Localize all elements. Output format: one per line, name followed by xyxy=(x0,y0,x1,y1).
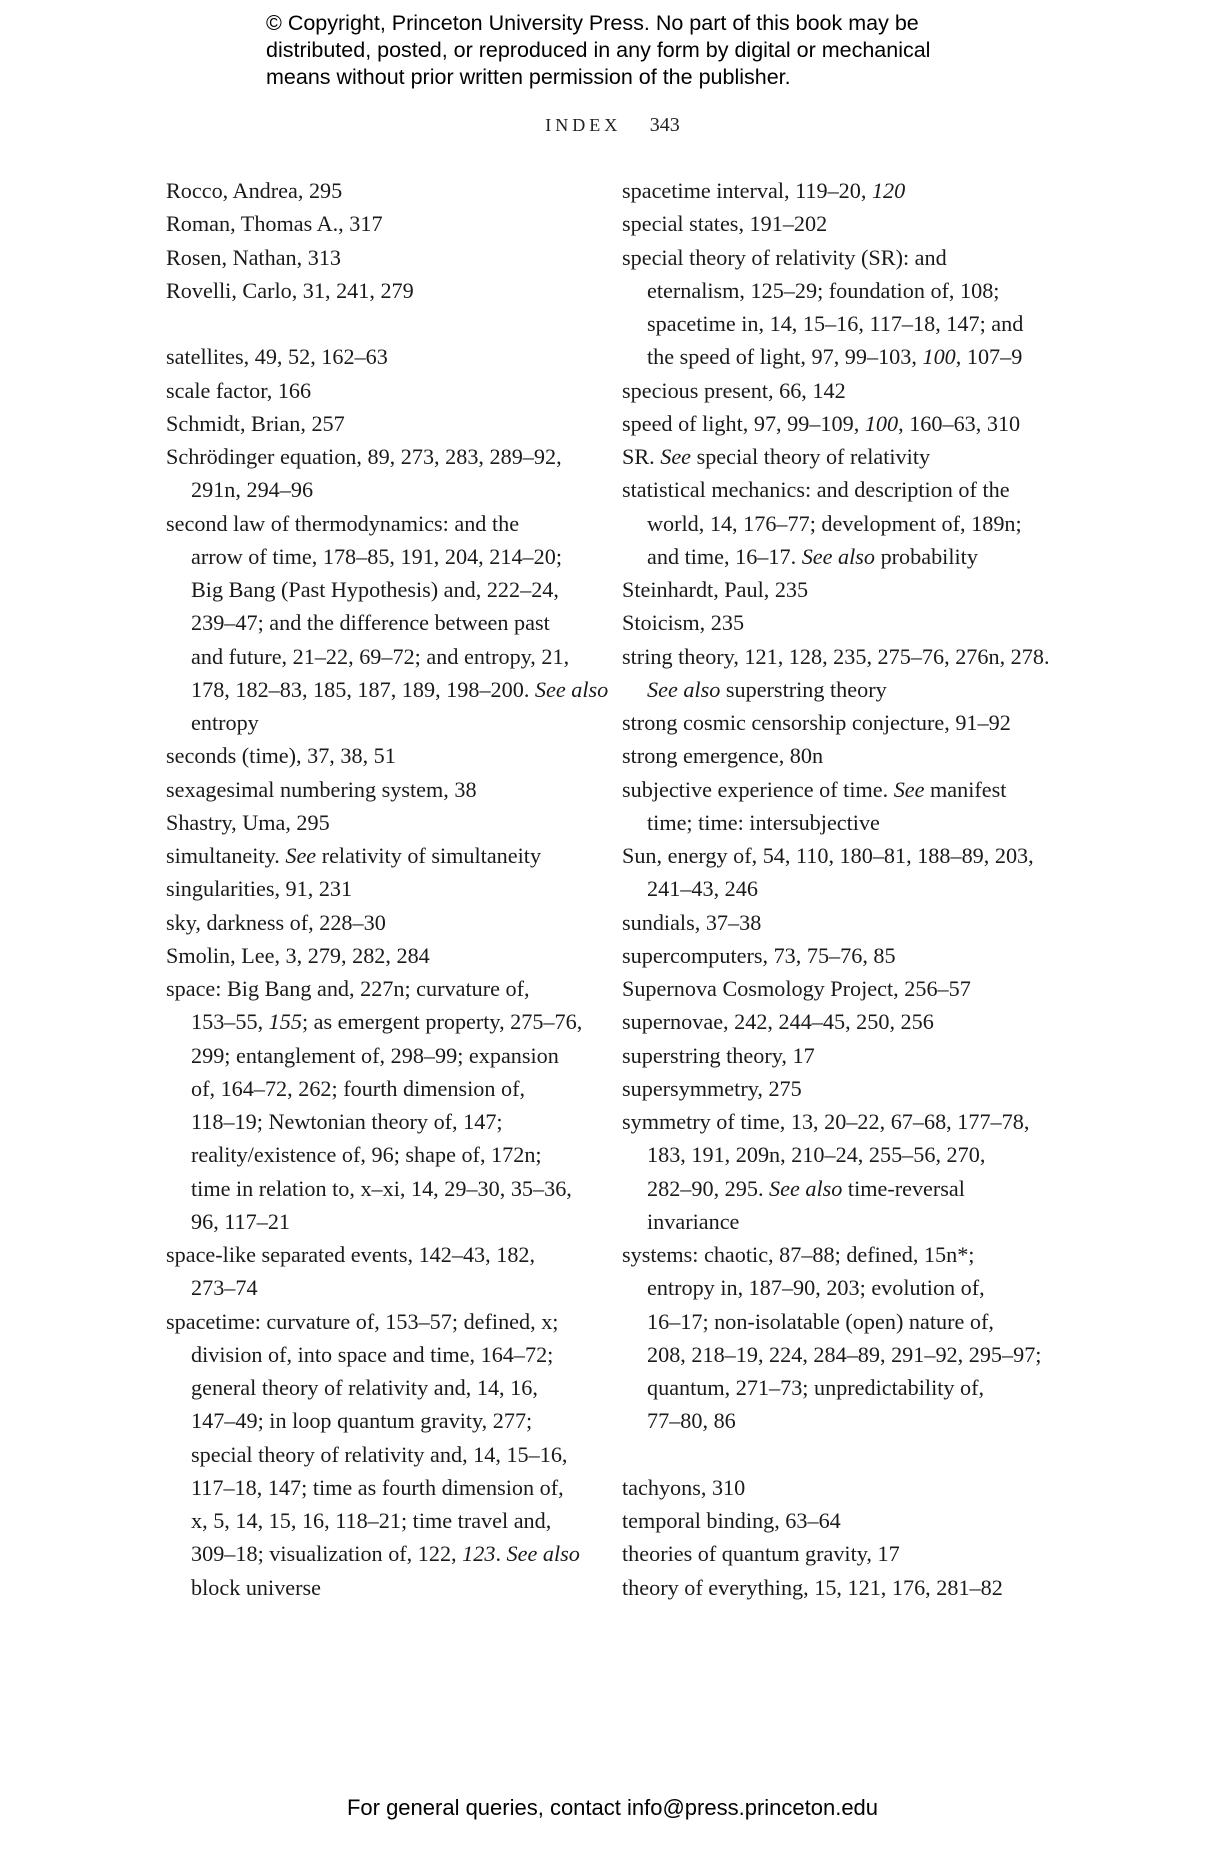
index-entry xyxy=(622,606,1052,639)
index-entry xyxy=(166,440,586,507)
index-entry xyxy=(622,939,1052,972)
copyright-line: means without prior written permission of the publisher. xyxy=(266,65,791,89)
index-entry xyxy=(622,473,1052,573)
index-entry-continuation: entropy xyxy=(191,710,259,735)
index-entry-line: Shastry, Uma, 295 xyxy=(166,809,330,835)
index-entry-continuation: spacetime in, 14, 15–16, 117–18, 147; and xyxy=(647,311,1024,336)
index-entry-line: symmetry of time, 13, 20–22, 67–68, 177–78, xyxy=(622,1109,1030,1134)
index-entry xyxy=(622,1504,1052,1537)
index-entry-continuation: 178, 182–83, 185, 187, 189, 198–200. See also xyxy=(191,676,609,702)
index-entry xyxy=(622,1238,1052,1438)
index-entry xyxy=(622,440,1052,473)
index-entry xyxy=(166,972,586,1238)
index-entry-line: subjective experience of time. See manifest xyxy=(622,776,1007,802)
index-entry xyxy=(622,573,1052,606)
index-entry-line: Supernova Cosmology Project, 256–57 xyxy=(622,976,971,1001)
index-entry-line: theory of everything, 15, 121, 176, 281–82 xyxy=(622,1574,1003,1600)
index-entry-line: statistical mechanics: and description of the xyxy=(622,477,1010,503)
index-entry xyxy=(622,374,1052,407)
index-entry-line: strong emergence, 80n xyxy=(622,743,824,769)
index-entry-line: special states, 191–202 xyxy=(622,211,828,237)
index-entry xyxy=(622,174,1052,207)
index-entry-continuation: world, 14, 176–77; development of, 189n; xyxy=(647,510,1022,536)
index-entry-continuation: general theory of relativity and, 14, 16, xyxy=(191,1375,538,1400)
index-entry xyxy=(166,872,586,905)
index-entry-line: specious present, 66, 142 xyxy=(622,377,846,403)
index-entry-line: Stoicism, 235 xyxy=(622,610,745,636)
index-entry xyxy=(622,906,1052,939)
index-entry xyxy=(166,340,586,373)
index-entry-continuation: 299; entanglement of, 298–99; expansion xyxy=(191,1042,559,1068)
index-entry-continuation: 96, 117–21 xyxy=(191,1208,291,1234)
index-entry-continuation: the speed of light, 97, 99–103, 100, 107–9 xyxy=(647,344,1023,370)
index-entry-line: theories of quantum gravity, 17 xyxy=(622,1541,900,1567)
running-head-title: INDEX xyxy=(545,115,622,135)
page-number: 343 xyxy=(649,114,680,136)
index-entry xyxy=(622,1471,1052,1504)
index-entry xyxy=(622,207,1052,240)
index-entry xyxy=(622,773,1052,840)
index-entry-line: supernovae, 242, 244–45, 250, 256 xyxy=(622,1009,934,1035)
index-entry xyxy=(166,906,586,939)
index-column-right xyxy=(622,174,1052,1604)
index-entry-line: Rosen, Nathan, 313 xyxy=(166,244,342,270)
index-entry-continuation: reality/existence of, 96; shape of, 172n; xyxy=(191,1142,542,1168)
index-entry-line: second law of thermodynamics: and the xyxy=(166,510,520,536)
index-entry-line: sundials, 37–38 xyxy=(622,909,762,935)
index-entry-continuation: 118–19; Newtonian theory of, 147; xyxy=(191,1109,503,1134)
copyright-line: © Copyright, Princeton University Press. No part of this book may be xyxy=(266,11,919,35)
index-entry-continuation: division of, into space and time, 164–72; xyxy=(191,1341,554,1367)
running-head xyxy=(0,114,1225,137)
index-entry-continuation: Big Bang (Past Hypothesis) and, 222–24, xyxy=(191,577,559,602)
index-entry-line: supercomputers, 73, 75–76, 85 xyxy=(622,942,896,968)
index-entry-continuation: 309–18; visualization of, 122, 123. See also xyxy=(191,1541,580,1567)
index-entry-continuation: block universe xyxy=(191,1574,322,1600)
index-entry xyxy=(622,706,1052,739)
index-entry-line: spacetime: curvature of, 153–57; defined, x; xyxy=(166,1308,559,1334)
index-entry-continuation: entropy in, 187–90, 203; evolution of, xyxy=(647,1275,985,1301)
index-entry xyxy=(622,972,1052,1005)
index-entry-continuation: 183, 191, 209n, 210–24, 255–56, 270, xyxy=(647,1142,986,1168)
index-entry xyxy=(166,241,586,274)
index-entry-continuation: 147–49; in loop quantum gravity, 277; xyxy=(191,1408,533,1434)
index-entry xyxy=(622,640,1052,707)
index-entry xyxy=(622,1072,1052,1105)
index-entry xyxy=(622,241,1052,374)
index-entry-line: sexagesimal numbering system, 38 xyxy=(166,776,477,802)
index-entry-line: string theory, 121, 128, 235, 275–76, 276n, 278. xyxy=(622,643,1050,669)
index-entry xyxy=(622,1039,1052,1072)
index-entry-continuation: 282–90, 295. See also time-reversal xyxy=(647,1175,965,1201)
index-entry-continuation: quantum, 271–73; unpredictability of, xyxy=(647,1375,985,1400)
index-entry-continuation: arrow of time, 178–85, 191, 204, 214–20; xyxy=(191,543,562,569)
index-entry-continuation: 77–80, 86 xyxy=(647,1408,736,1434)
index-entry-line: space-like separated events, 142–43, 182, xyxy=(166,1242,536,1267)
index-entry xyxy=(166,1305,586,1604)
index-entry-line: Schmidt, Brian, 257 xyxy=(166,410,345,436)
index-entry-continuation: 208, 218–19, 224, 284–89, 291–92, 295–97; xyxy=(647,1341,1042,1367)
index-entry-line: Smolin, Lee, 3, 279, 282, 284 xyxy=(166,942,430,968)
index-entry-line: speed of light, 97, 99–109, 100, 160–63, 310 xyxy=(622,410,1021,436)
index-entry-continuation: 153–55, 155; as emergent property, 275–76, xyxy=(191,1009,583,1035)
index-entry-line: SR. See special theory of relativity xyxy=(622,444,931,469)
index-entry-continuation: of, 164–72, 262; fourth dimension of, xyxy=(191,1075,526,1101)
index-entry xyxy=(166,739,586,772)
index-entry-line: simultaneity. See relativity of simultaneity xyxy=(166,843,542,868)
index-entry-line: special theory of relativity (SR): and xyxy=(622,244,947,270)
index-entry-continuation: time in relation to, x–xi, 14, 29–30, 35–36, xyxy=(191,1175,572,1201)
index-entry-line: scale factor, 166 xyxy=(166,377,312,403)
index-entry-line: superstring theory, 17 xyxy=(622,1042,815,1068)
index-entry xyxy=(166,174,586,207)
index-entry-line: sky, darkness of, 228–30 xyxy=(166,909,386,935)
index-entry-continuation: and future, 21–22, 69–72; and entropy, 21, xyxy=(191,643,570,669)
index-entry-line: Rocco, Andrea, 295 xyxy=(166,178,343,203)
index-entry-line: systems: chaotic, 87–88; defined, 15n*; xyxy=(622,1242,975,1267)
index-entry xyxy=(166,806,586,839)
index-entry xyxy=(622,1105,1052,1238)
index-entry xyxy=(622,1537,1052,1570)
index-entry xyxy=(166,939,586,972)
index-entry-continuation: special theory of relativity and, 14, 15–16, xyxy=(191,1441,568,1467)
index-entry-line: space: Big Bang and, 227n; curvature of, xyxy=(166,976,530,1001)
index-entry xyxy=(622,739,1052,772)
index-entry-line: satellites, 49, 52, 162–63 xyxy=(166,344,388,370)
index-entry-continuation: eternalism, 125–29; foundation of, 108; xyxy=(647,277,1000,303)
letter-group-gap xyxy=(166,307,586,340)
index-entry-continuation: See also superstring theory xyxy=(647,676,887,702)
index-entry-line: Sun, energy of, 54, 110, 180–81, 188–89, 203, xyxy=(622,843,1034,868)
index-entry-line: Schrödinger equation, 89, 273, 283, 289–92, xyxy=(166,444,562,469)
footer-contact: For general queries, contact info@press.princeton.edu xyxy=(346,1795,879,1820)
index-entry-line: tachyons, 310 xyxy=(622,1474,746,1500)
index-entry-line: Rovelli, Carlo, 31, 241, 279 xyxy=(166,277,414,303)
index-entry xyxy=(166,1238,586,1305)
index-entry-line: strong cosmic censorship conjecture, 91–92 xyxy=(622,710,1011,735)
index-entry xyxy=(622,1005,1052,1038)
copyright-notice xyxy=(266,10,1026,91)
index-entry xyxy=(622,839,1052,906)
index-entry-line: Steinhardt, Paul, 235 xyxy=(622,577,809,602)
index-entry-line: supersymmetry, 275 xyxy=(622,1075,802,1101)
index-entry-continuation: time; time: intersubjective xyxy=(647,809,880,835)
index-entry-continuation: 273–74 xyxy=(191,1275,258,1301)
index-entry-line: temporal binding, 63–64 xyxy=(622,1508,841,1533)
index-entry xyxy=(166,773,586,806)
index-entry-line: Roman, Thomas A., 317 xyxy=(166,211,383,237)
index-entry xyxy=(166,407,586,440)
index-entry-continuation: 16–17; non-isolatable (open) nature of, xyxy=(647,1308,994,1334)
index-entry-line: seconds (time), 37, 38, 51 xyxy=(166,743,396,769)
index-entry-continuation: 117–18, 147; time as fourth dimension of, xyxy=(191,1474,564,1500)
index-entry xyxy=(622,1571,1052,1604)
copyright-line: distributed, posted, or reproduced in any form by digital or mechanical xyxy=(266,38,931,62)
index-entry xyxy=(166,507,609,740)
index-entry-continuation: invariance xyxy=(647,1208,740,1234)
index-entry xyxy=(166,274,586,307)
index-entry xyxy=(622,407,1052,440)
index-entry-continuation: x, 5, 14, 15, 16, 118–21; time travel and, xyxy=(191,1508,552,1533)
index-entry xyxy=(166,374,586,407)
index-entry-continuation: 239–47; and the difference between past xyxy=(191,610,550,636)
index-entry xyxy=(166,207,586,240)
index-entry-line: singularities, 91, 231 xyxy=(166,876,353,902)
index-entry-continuation: 241–43, 246 xyxy=(647,876,758,902)
index-entry-line: spacetime interval, 119–20, 120 xyxy=(622,178,906,203)
index-column-left xyxy=(166,174,609,1604)
index-entry-continuation: 291n, 294–96 xyxy=(191,477,314,503)
index-entry-continuation: and time, 16–17. See also probability xyxy=(647,543,978,569)
letter-group-gap xyxy=(622,1438,1052,1471)
index-entry xyxy=(166,839,586,872)
